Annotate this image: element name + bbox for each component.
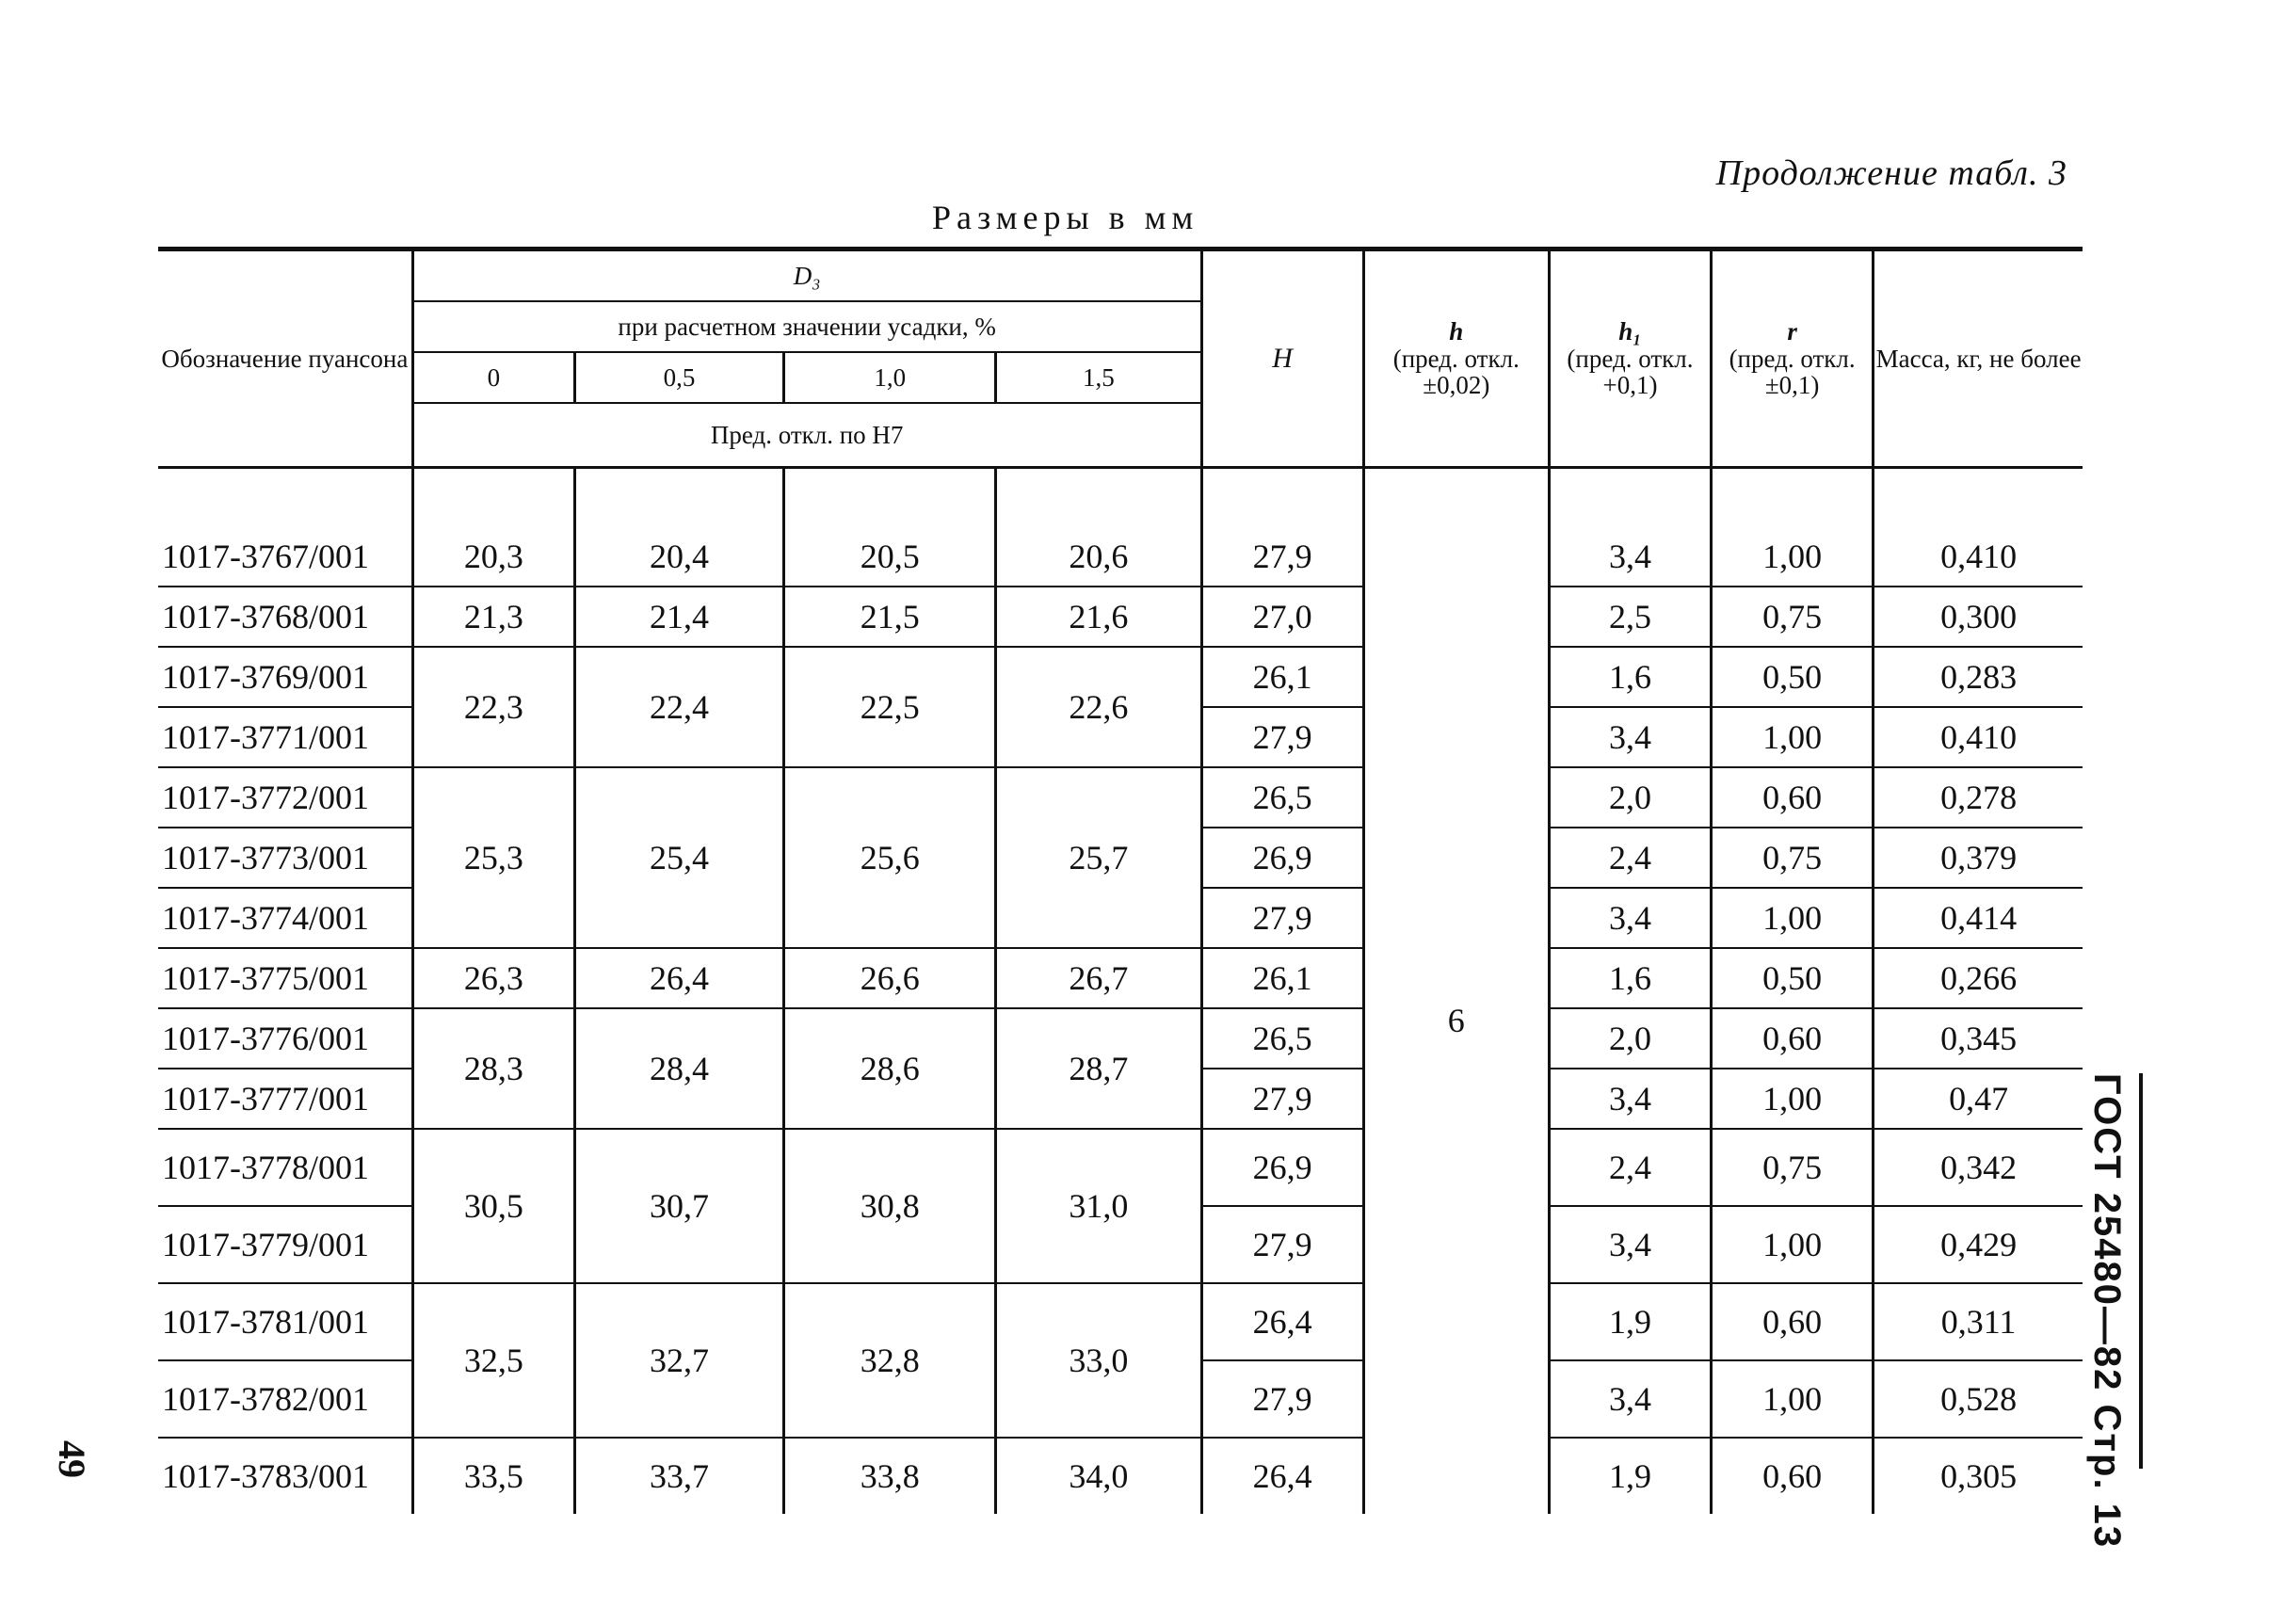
d3-05: 20,4 <box>574 527 783 587</box>
d3-05: 22,4 <box>574 647 783 767</box>
row-H: 26,5 <box>1201 767 1363 828</box>
row-h1: 3,4 <box>1549 1360 1711 1438</box>
row-h1: 3,4 <box>1549 707 1711 767</box>
d3-15: 31,0 <box>996 1129 1201 1283</box>
row-H: 27,9 <box>1201 1360 1363 1438</box>
row-code: 1017-3768/001 <box>158 587 412 647</box>
header-r <box>1712 249 1874 468</box>
row-mass: 0,311 <box>1874 1283 2083 1360</box>
row-mass: 0,300 <box>1874 587 2083 647</box>
row-code: 1017-3782/001 <box>158 1360 412 1438</box>
row-H: 26,5 <box>1201 1008 1363 1069</box>
row-H: 26,4 <box>1201 1438 1363 1514</box>
header-d3: D₃ <box>412 249 1201 302</box>
row-mass: 0,410 <box>1874 527 2083 587</box>
d3-15: 26,7 <box>996 948 1201 1008</box>
row-h1: 2,4 <box>1549 1129 1711 1206</box>
header-h-symbol: h <box>1449 317 1464 346</box>
header-H: Н <box>1201 249 1363 468</box>
row-r: 0,60 <box>1712 767 1874 828</box>
row-mass: 0,429 <box>1874 1206 2083 1283</box>
header-h1 <box>1549 249 1711 468</box>
d3-15: 25,7 <box>996 767 1201 948</box>
row-r: 0,75 <box>1712 828 1874 888</box>
d3-05: 32,7 <box>574 1283 783 1438</box>
row-mass: 0,410 <box>1874 707 2083 767</box>
row-h1: 2,5 <box>1549 587 1711 647</box>
header-shrink-10: 1,0 <box>784 352 996 403</box>
table-body <box>158 468 2083 1515</box>
row-r: 1,00 <box>1712 1069 1874 1129</box>
row-h1: 3,4 <box>1549 1206 1711 1283</box>
row-mass: 0,342 <box>1874 1129 2083 1206</box>
d3-0: 32,5 <box>412 1283 574 1438</box>
header-shrink-05: 0,5 <box>574 352 783 403</box>
row-code: 1017-3776/001 <box>158 1008 412 1069</box>
d3-15: 34,0 <box>996 1438 1201 1514</box>
header-r-tolerance: (пред. откл. ±0,1) <box>1729 344 1856 400</box>
d3-05: 25,4 <box>574 767 783 948</box>
page-number: 49 <box>51 1440 93 1478</box>
row-mass: 0,305 <box>1874 1438 2083 1514</box>
row-mass: 0,528 <box>1874 1360 2083 1438</box>
row-code: 1017-3774/001 <box>158 888 412 948</box>
row-h1: 1,9 <box>1549 1438 1711 1514</box>
d3-10: 20,5 <box>784 527 996 587</box>
row-r: 0,60 <box>1712 1008 1874 1069</box>
d3-0: 28,3 <box>412 1008 574 1129</box>
row-h1: 2,0 <box>1549 1008 1711 1069</box>
row-h1: 2,0 <box>1549 767 1711 828</box>
header-shrink-0: 0 <box>412 352 574 403</box>
row-H: 27,9 <box>1201 888 1363 948</box>
header-h1-symbol: h₁ <box>1618 317 1642 346</box>
d3-15: 22,6 <box>996 647 1201 767</box>
row-code: 1017-3778/001 <box>158 1129 412 1206</box>
d3-05: 26,4 <box>574 948 783 1008</box>
d3-10: 30,8 <box>784 1129 996 1283</box>
d3-0: 21,3 <box>412 587 574 647</box>
d3-05: 28,4 <box>574 1008 783 1129</box>
d3-0: 25,3 <box>412 767 574 948</box>
row-code: 1017-3781/001 <box>158 1283 412 1360</box>
gost-side-label: ГОСТ 25480—82 Стр. 13 <box>2086 1073 2128 1550</box>
row-r: 0,60 <box>1712 1283 1874 1360</box>
row-mass: 0,379 <box>1874 828 2083 888</box>
d3-0: 20,3 <box>412 527 574 587</box>
d3-05: 30,7 <box>574 1129 783 1283</box>
row-r: 1,00 <box>1712 527 1874 587</box>
row-mass: 0,283 <box>1874 647 2083 707</box>
table-row <box>158 1438 2083 1514</box>
table-row <box>158 1283 2083 1360</box>
row-h1: 2,4 <box>1549 828 1711 888</box>
row-code: 1017-3773/001 <box>158 828 412 888</box>
d3-10: 33,8 <box>784 1438 996 1514</box>
d3-10: 26,6 <box>784 948 996 1008</box>
punch-dimensions-table <box>158 247 2083 1514</box>
d3-15: 28,7 <box>996 1008 1201 1129</box>
row-r: 0,60 <box>1712 1438 1874 1514</box>
row-H: 27,0 <box>1201 587 1363 647</box>
row-H: 26,9 <box>1201 828 1363 888</box>
d3-0: 26,3 <box>412 948 574 1008</box>
row-r: 0,50 <box>1712 647 1874 707</box>
header-h-tolerance: (пред. откл. ±0,02) <box>1392 344 1520 400</box>
row-code: 1017-3771/001 <box>158 707 412 767</box>
row-H: 26,1 <box>1201 948 1363 1008</box>
row-h1: 1,9 <box>1549 1283 1711 1360</box>
row-mass: 0,47 <box>1874 1069 2083 1129</box>
row-H: 26,9 <box>1201 1129 1363 1206</box>
row-r: 1,00 <box>1712 888 1874 948</box>
table-row <box>158 647 2083 707</box>
row-mass: 0,345 <box>1874 1008 2083 1069</box>
row-H: 27,9 <box>1201 1206 1363 1283</box>
d3-0: 33,5 <box>412 1438 574 1514</box>
row-r: 0,75 <box>1712 1129 1874 1206</box>
row-code: 1017-3777/001 <box>158 1069 412 1129</box>
row-mass: 0,266 <box>1874 948 2083 1008</box>
row-r: 1,00 <box>1712 1206 1874 1283</box>
row-h1: 1,6 <box>1549 948 1711 1008</box>
row-h1: 3,4 <box>1549 888 1711 948</box>
d3-15: 21,6 <box>996 587 1201 647</box>
row-code: 1017-3769/001 <box>158 647 412 707</box>
d3-10: 21,5 <box>784 587 996 647</box>
row-h1: 3,4 <box>1549 527 1711 587</box>
row-code: 1017-3779/001 <box>158 1206 412 1283</box>
table-row <box>158 1129 2083 1206</box>
d3-05: 21,4 <box>574 587 783 647</box>
header-d3-subtitle: при расчетном значении усадки, % <box>412 301 1201 352</box>
units-caption: Размеры в мм <box>932 199 1199 236</box>
row-H: 27,9 <box>1201 1069 1363 1129</box>
d3-15: 33,0 <box>996 1283 1201 1438</box>
row-code: 1017-3772/001 <box>158 767 412 828</box>
header-h <box>1363 249 1549 468</box>
row-H: 27,9 <box>1201 527 1363 587</box>
d3-10: 28,6 <box>784 1008 996 1129</box>
table-row <box>158 587 2083 647</box>
row-mass: 0,278 <box>1874 767 2083 828</box>
d3-0: 22,3 <box>412 647 574 767</box>
row-h1: 1,6 <box>1549 647 1711 707</box>
row-r: 0,75 <box>1712 587 1874 647</box>
d3-10: 25,6 <box>784 767 996 948</box>
row-r: 1,00 <box>1712 1360 1874 1438</box>
d3-15: 20,6 <box>996 527 1201 587</box>
table-row <box>158 948 2083 1008</box>
header-mass: Масса, кг, не более <box>1874 249 2083 468</box>
d3-05: 33,7 <box>574 1438 783 1514</box>
continuation-label: Продолжение табл. 3 <box>1715 153 2067 193</box>
row-code: 1017-3767/001 <box>158 527 412 587</box>
row-H: 27,9 <box>1201 707 1363 767</box>
row-r: 1,00 <box>1712 707 1874 767</box>
d3-10: 32,8 <box>784 1283 996 1438</box>
row-H: 26,1 <box>1201 647 1363 707</box>
d3-0: 30,5 <box>412 1129 574 1283</box>
table-row <box>158 1008 2083 1069</box>
header-code: Обозначение пуансона <box>158 249 412 468</box>
row-H: 26,4 <box>1201 1283 1363 1360</box>
d3-10: 22,5 <box>784 647 996 767</box>
row-code: 1017-3783/001 <box>162 1457 369 1495</box>
side-rule <box>2139 1073 2143 1469</box>
header-shrink-15: 1,5 <box>996 352 1201 403</box>
header-d3-tolerance: Пред. откл. по Н7 <box>412 403 1201 468</box>
header-h1-tolerance: (пред. откл. +0,1) <box>1567 344 1694 400</box>
table-row <box>158 527 2083 587</box>
table-row <box>158 767 2083 828</box>
row-mass: 0,414 <box>1874 888 2083 948</box>
h-common-value: 6 <box>1363 527 1549 1514</box>
row-code: 1017-3775/001 <box>158 948 412 1008</box>
row-h1: 3,4 <box>1549 1069 1711 1129</box>
row-r: 0,50 <box>1712 948 1874 1008</box>
header-r-symbol: r <box>1787 317 1797 346</box>
